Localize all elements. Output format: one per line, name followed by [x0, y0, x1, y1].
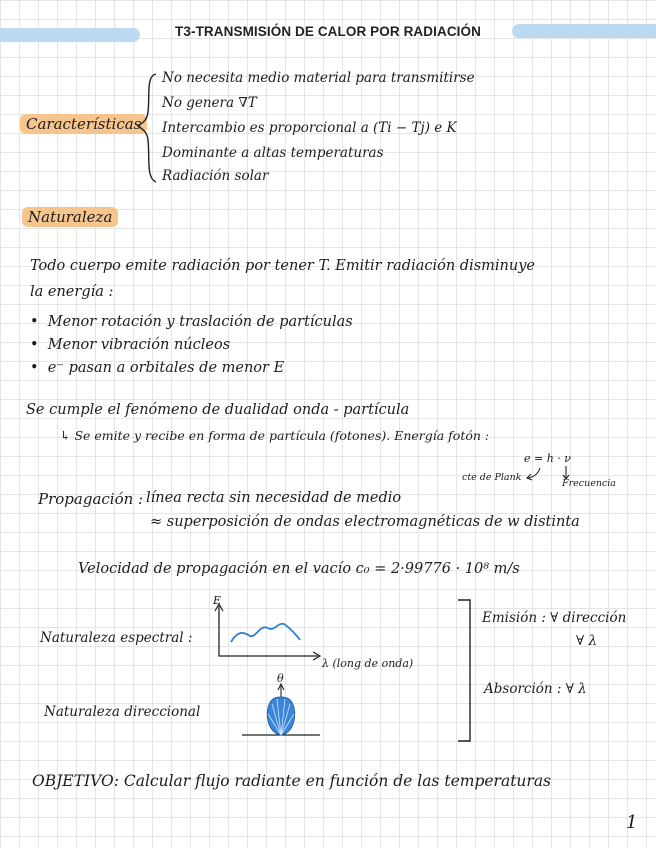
bullet-item: • Menor vibración núcleos	[30, 337, 231, 353]
page-title: T3-TRANSMISIÓN DE CALOR POR RADIACIÓN	[175, 24, 481, 39]
naturaleza-highlight: Naturaleza	[22, 207, 118, 227]
propagacion-label: Propagación :	[38, 490, 144, 508]
naturaleza-intro-line1: Todo cuerpo emite radiación por tener T. Emitir radiación disminuye	[30, 258, 535, 274]
dualidad-text: Se cumple el fenómeno de dualidad onda - partícula	[26, 402, 410, 418]
caracteristicas-highlight: Características	[20, 114, 147, 134]
naturaleza-direccional-label: Naturaleza direccional	[44, 704, 201, 720]
axis-lambda-label: λ (long de onda)	[322, 657, 414, 670]
objetivo-text: OBJETIVO: Calcular flujo radiante en función de las temperaturas	[32, 772, 552, 790]
emision-lambda: ∀ λ	[576, 633, 597, 649]
propagacion-line1: línea recta sin necesidad de medio	[146, 490, 402, 506]
caracteristica-5: Radiación solar	[162, 168, 269, 184]
naturaleza-intro-line2: la energía :	[30, 284, 114, 300]
axis-theta-label: θ	[277, 672, 284, 685]
caracteristica-4: Dominante a altas temperaturas	[162, 145, 384, 161]
velocidad-text: Velocidad de propagación en el vacío c₀ = 2·99776 · 10⁸ m/s	[78, 561, 520, 577]
emite-text: ↳ Se emite y recibe en forma de partícula (fotones). Energía fotón :	[60, 428, 490, 443]
naturaleza-espectral-label: Naturaleza espectral :	[40, 630, 193, 646]
bullet-text: e⁻ pasan a orbitales de menor E	[47, 360, 285, 376]
absorcion-text: Absorción : ∀ λ	[484, 681, 587, 697]
cte-plank-label: cte de Plank	[462, 472, 522, 483]
formula-energia: e = h · ν	[524, 452, 571, 465]
caracteristica-3: Intercambio es proporcional a (Ti − Tj) e K	[162, 120, 457, 136]
caracteristica-1: No necesita medio material para transmitirse	[162, 70, 475, 86]
caracteristica-2: No genera ∇T	[162, 95, 257, 111]
page-number: 1	[626, 812, 638, 833]
bullet-item: • e⁻ pasan a orbitales de menor E	[30, 360, 285, 376]
emision-text: Emisión : ∀ dirección	[482, 610, 627, 626]
bullet-text: Menor rotación y traslación de partículas	[47, 314, 353, 330]
propagacion-line2: ≈ superposición de ondas electromagnéticas de w distinta	[150, 514, 580, 530]
bullet-text: Menor vibración núcleos	[47, 337, 231, 353]
axis-e-label: E	[213, 594, 222, 607]
bullet-item: • Menor rotación y traslación de partículas	[30, 314, 353, 330]
frecuencia-label: Frecuencia	[562, 478, 616, 489]
